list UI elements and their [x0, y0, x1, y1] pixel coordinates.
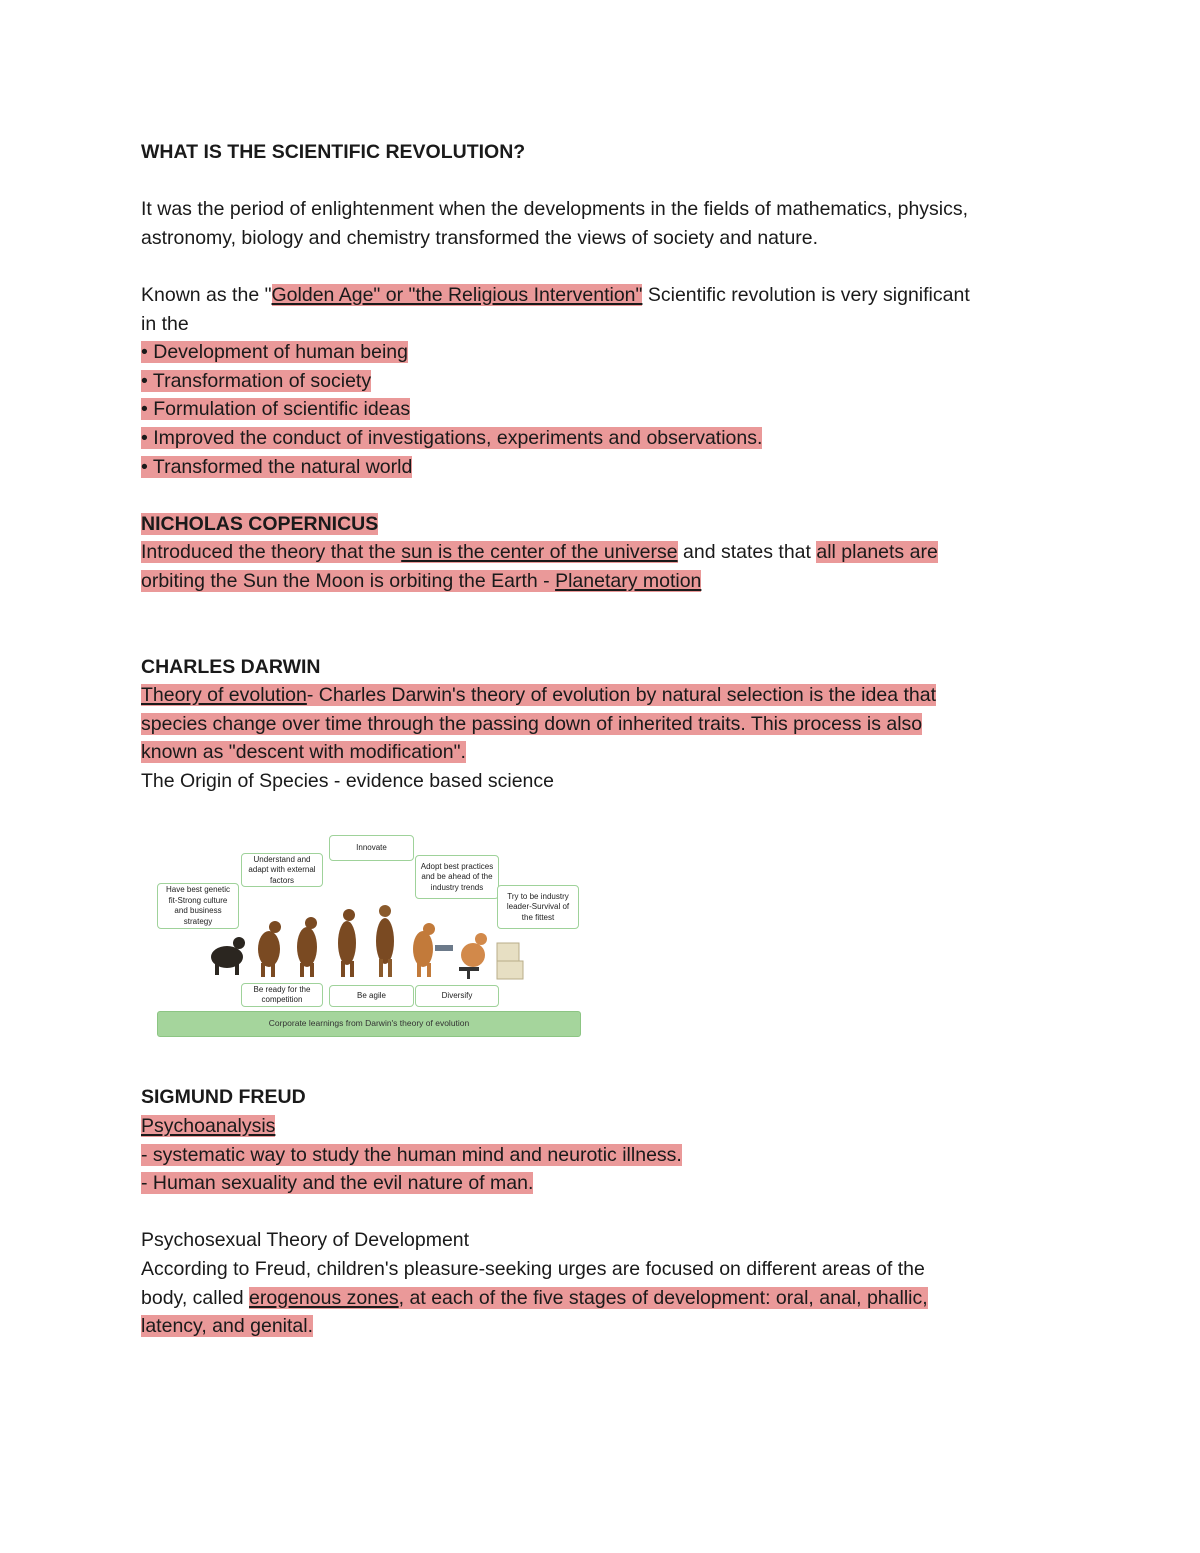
- corporate-learnings-banner: Corporate learnings from Darwin's theory of evolution: [157, 1011, 581, 1037]
- known-as-paragraph: Known as the "Golden Age" or "the Religious Intervention" Scientific revolution is very significant: [141, 283, 970, 306]
- diversify-box: Diversify: [415, 985, 499, 1007]
- ready-box: Be ready for the competition: [241, 983, 323, 1007]
- understand-box: Understand and adapt with external factors: [241, 853, 323, 887]
- darwin-line-2: species change over time through the passing down of inherited traits. This process is also: [141, 712, 923, 735]
- psychoanalysis-underline: Psychoanalysis: [141, 1115, 276, 1138]
- darwin-line-4: The Origin of Species - evidence based science: [141, 769, 554, 792]
- adopt-box: Adopt best practices and be ahead of the industry trends: [415, 855, 499, 899]
- intro-line-2: astronomy, biology and chemistry transformed the views of society and nature.: [141, 226, 819, 249]
- known-as-line-2: in the: [141, 312, 189, 335]
- leader-box: Try to be industry leader-Survival of the fittest: [497, 885, 579, 929]
- copernicus-line-2: orbiting the Sun the Moon is orbiting the Earth - Planetary motion: [141, 569, 702, 592]
- agile-box: Be agile: [329, 985, 414, 1007]
- page-title: WHAT IS THE SCIENTIFIC REVOLUTION?: [141, 141, 526, 163]
- darwin-line-3: known as "descent with modification".: [141, 741, 466, 764]
- freud-line-1: - systematic way to study the human mind and neurotic illness.: [141, 1143, 682, 1166]
- evolution-figures-icon: [197, 871, 537, 983]
- evolution-diagram: [157, 835, 597, 1045]
- copernicus-heading: NICHOLAS COPERNICUS: [141, 512, 379, 535]
- genetic-box: Have best genetic fit-Strong culture and business strategy: [157, 883, 239, 929]
- darwin-line-1: Theory of evolution- Charles Darwin's theory of evolution by natural selection is the idea that: [141, 684, 936, 707]
- freud-heading: SIGMUND FREUD: [141, 1086, 306, 1109]
- golden-age-highlight: Golden Age" or "the Religious Intervention": [271, 283, 643, 306]
- intro-line-1: It was the period of enlightenment when the developments in the fields of mathematics, physics,: [141, 198, 969, 221]
- significance-list: [141, 338, 1071, 481]
- list-item: • Transformation of society: [141, 369, 372, 392]
- innovate-box: Innovate: [329, 835, 414, 861]
- list-item: • Transformed the natural world: [141, 455, 413, 478]
- freud-line-2: - Human sexuality and the evil nature of man.: [141, 1172, 534, 1195]
- list-item: • Development of human being: [141, 341, 408, 364]
- freud-paragraph-line-2: body, called erogenous zones, at each of the five stages of development: oral, anal, phallic,: [141, 1286, 928, 1309]
- list-item: • Improved the conduct of investigations, experiments and observations.: [141, 426, 763, 449]
- planetary-motion-underline: Planetary motion: [555, 569, 702, 592]
- theory-of-evolution-underline: Theory of evolution: [141, 684, 307, 707]
- document-page: [141, 138, 1071, 1341]
- freud-paragraph-line-3: latency, and genital.: [141, 1315, 314, 1338]
- erogenous-zones-underline: erogenous zones: [249, 1286, 399, 1309]
- psychosexual-subheading: Psychosexual Theory of Development: [141, 1229, 470, 1252]
- list-item: • Formulation of scientific ideas: [141, 398, 411, 421]
- darwin-heading: CHARLES DARWIN: [141, 655, 321, 678]
- freud-paragraph-line-1: According to Freud, children's pleasure-seeking urges are focused on different areas of the: [141, 1258, 925, 1281]
- sun-center-underline: sun is the center of the universe: [401, 541, 678, 564]
- copernicus-line-1: Introduced the theory that the sun is the center of the universe and states that all planets are: [141, 541, 938, 564]
